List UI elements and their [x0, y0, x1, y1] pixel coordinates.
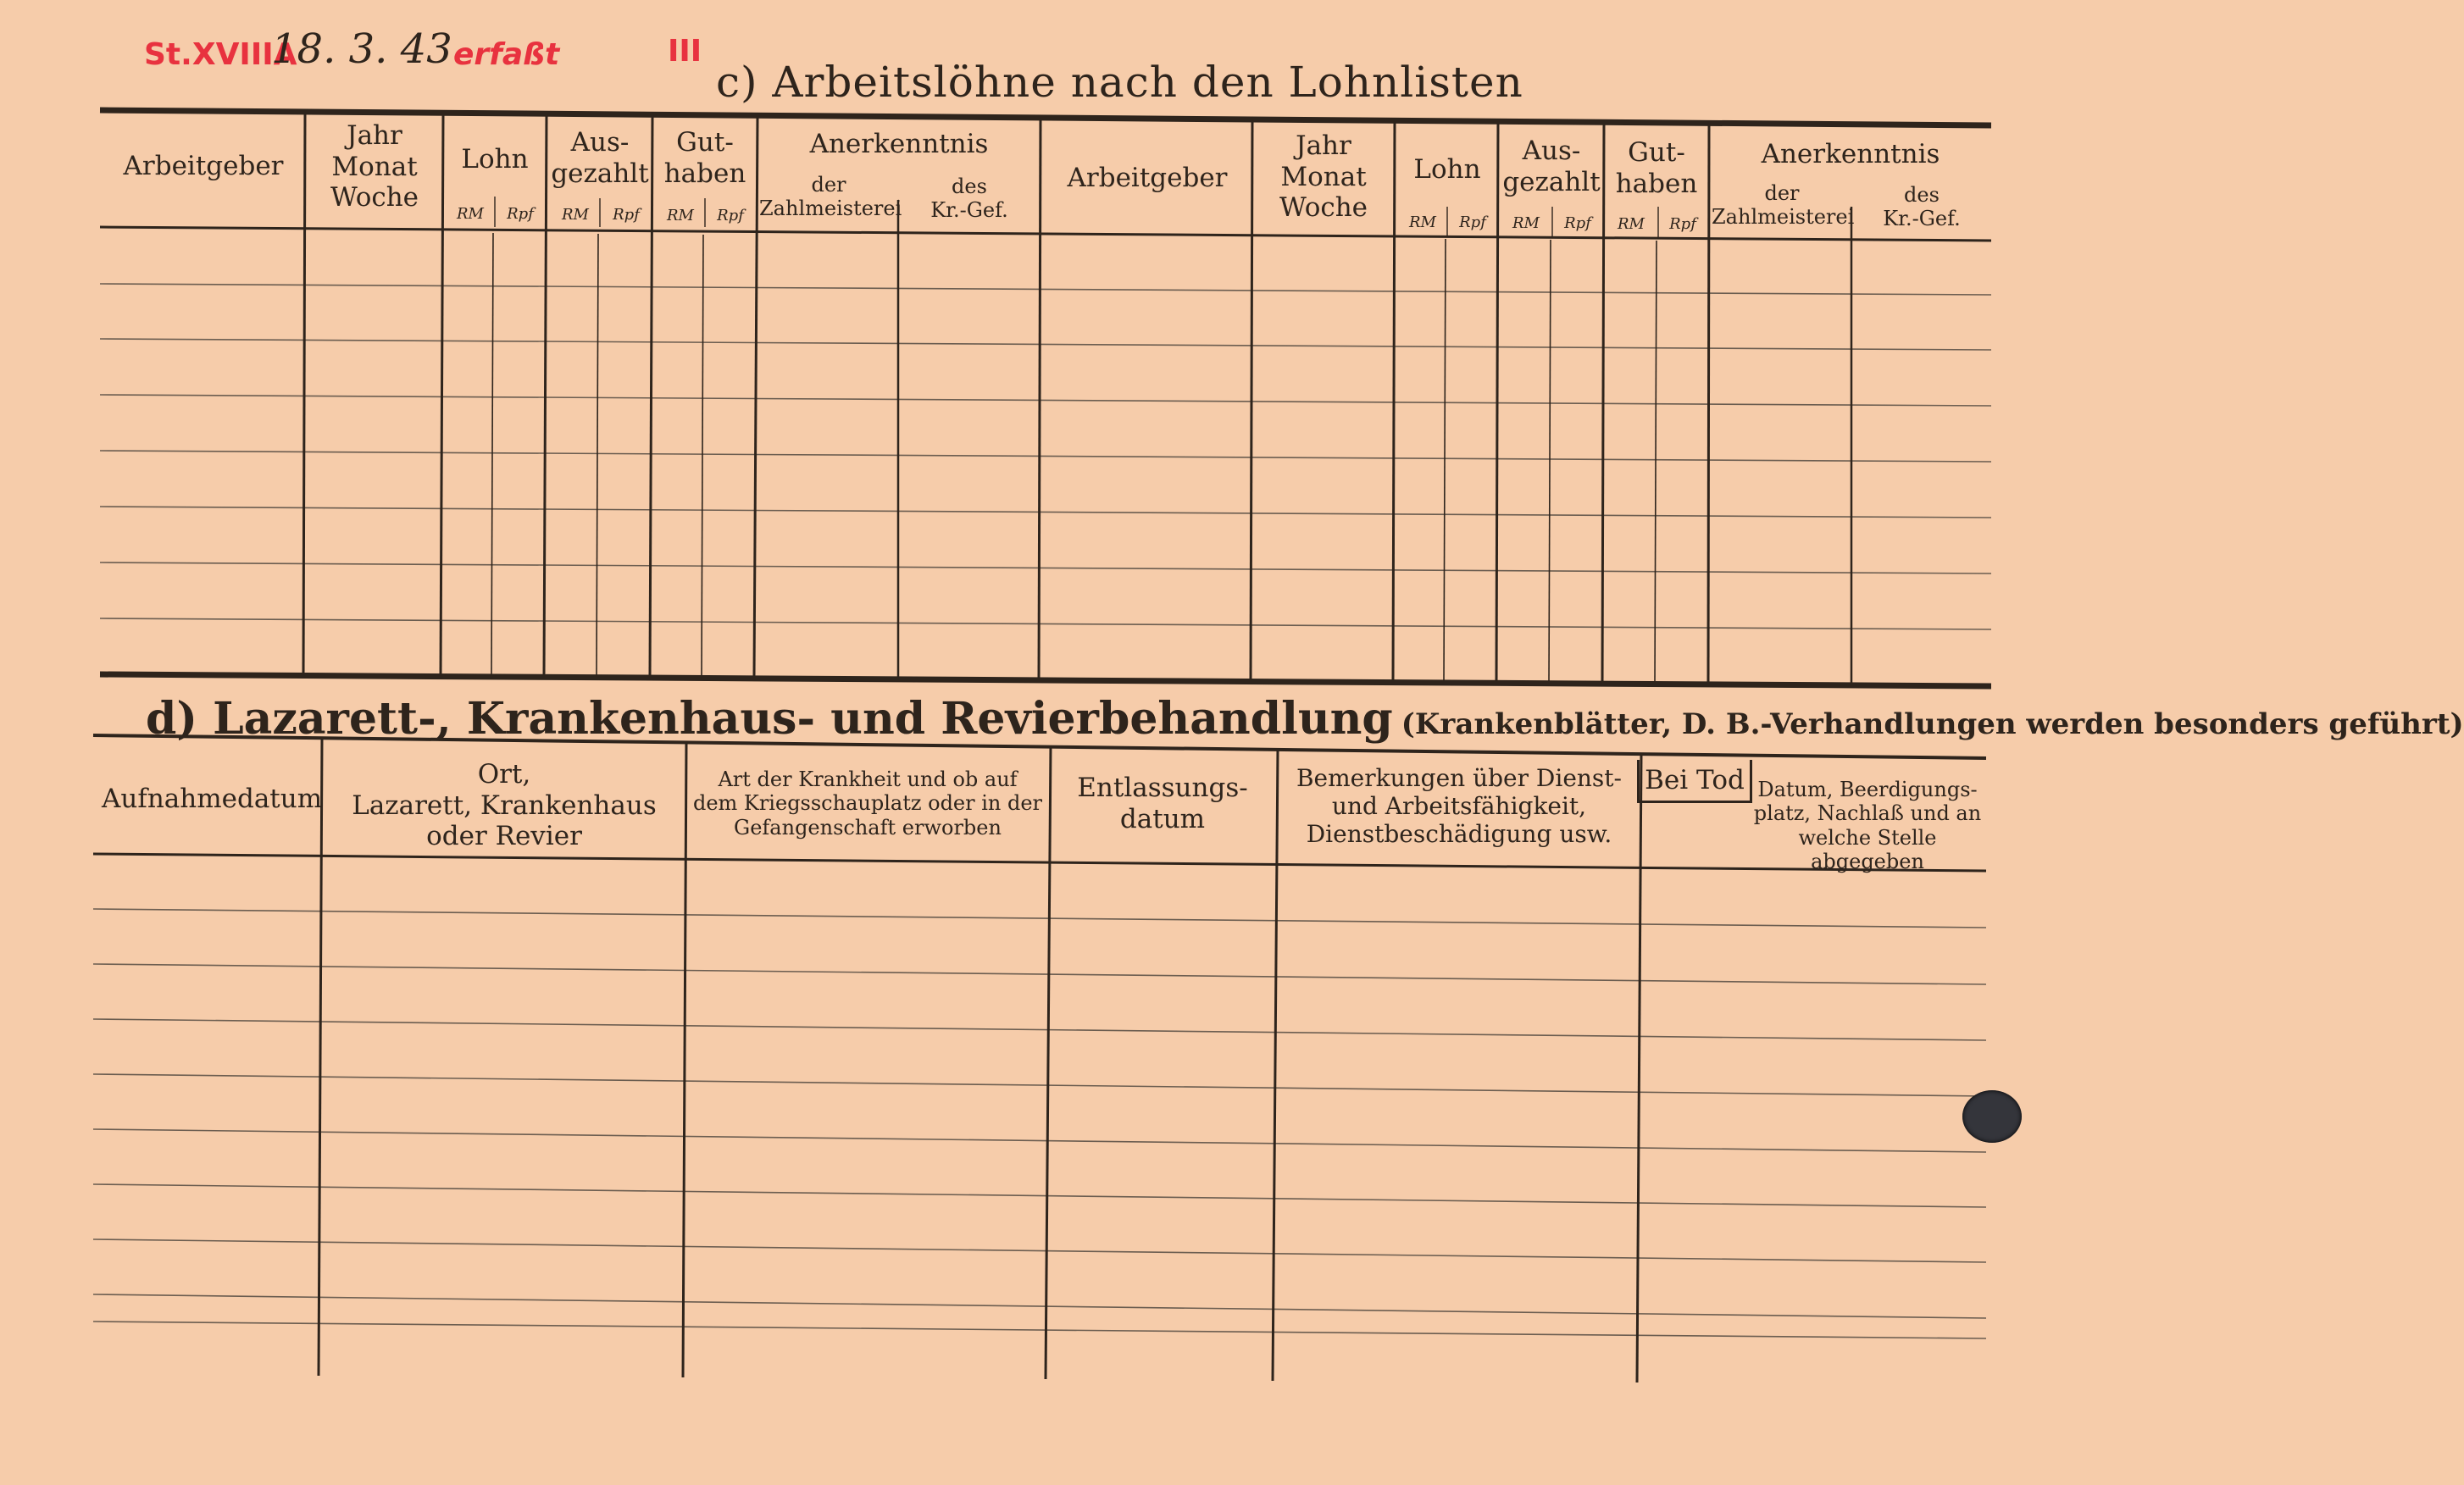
header-rm-3: RM [667, 207, 694, 224]
header-des-text: des [1904, 183, 1940, 207]
header-haben-text: haben [1615, 168, 1698, 199]
section-d-title [146, 693, 2464, 745]
header-rm-6: RM [1618, 215, 1645, 233]
mark-stamp: III [668, 34, 702, 69]
header-aus-text: Aus- [1522, 136, 1581, 166]
header-dat-line2: platz, Nachlaß und an [1753, 801, 1982, 826]
header-jahr-right [1254, 130, 1393, 224]
header-ort [325, 759, 683, 852]
header-woche-text: Woche [1279, 192, 1368, 224]
header-zahlmeisterei-text: Zahlmeisterei [1712, 205, 1855, 230]
header-ort-line1: Ort, [477, 759, 531, 790]
status-stamp: erfaßt [453, 37, 560, 72]
header-ort-line3: oder Revier [426, 821, 582, 852]
header-jahr-text: Jahr [1296, 130, 1351, 161]
section-d-note: (Krankenblätter, D. B.-Verhandlungen werden besonders geführt) [1401, 707, 2464, 741]
header-rpf-4: Rpf [1459, 213, 1486, 231]
handwritten-date: 18. 3. 43 [271, 25, 452, 73]
header-anerkenntnis-left: Anerkenntnis [809, 129, 989, 159]
header-art-line3: Gefangenschaft erworben [734, 815, 1002, 839]
header-rm-2: RM [562, 206, 589, 224]
header-rm-4: RM [1409, 213, 1436, 231]
header-gezahlt-text: gezahlt [1502, 166, 1601, 197]
header-ent-line2: datum [1119, 803, 1206, 834]
header-arbeitgeber-left: Arbeitgeber [123, 151, 284, 181]
header-dat-line1: Datum, Beerdigungs- [1757, 778, 1978, 801]
header-bem-line2: und Arbeitsfähigkeit, [1331, 792, 1587, 821]
header-krgef-left [900, 175, 1039, 223]
header-krgef-right [1854, 183, 1990, 231]
header-rpf-6: Rpf [1669, 215, 1696, 233]
punch-hole [1962, 1090, 2022, 1143]
header-ausgezahlt-right [1500, 136, 1603, 197]
header-art-krankheit [688, 767, 1047, 839]
header-art-line2: dem Kriegsschauplatz oder in der [692, 791, 1043, 816]
header-ent-line1: Entlassungs- [1077, 773, 1248, 803]
header-des-text: des [952, 175, 987, 198]
header-bemerkungen [1279, 764, 1639, 848]
header-der-text: der [811, 173, 846, 197]
header-rpf-1: Rpf [507, 205, 534, 223]
header-rpf-3: Rpf [717, 207, 744, 224]
header-haben-text: haben [663, 158, 746, 189]
header-lohn-left: Lohn [461, 144, 529, 175]
header-jahr-text: Jahr [347, 120, 402, 151]
section-c-header-rule [100, 227, 1991, 241]
header-bei-tod: Bei Tod [1637, 760, 1752, 803]
header-krgef-text: Kr.-Gef. [930, 198, 1008, 223]
header-rpf-2: Rpf [613, 206, 640, 224]
header-rm-1: RM [457, 205, 484, 223]
header-ort-line2: Lazarett, Krankenhaus [352, 790, 657, 821]
header-datum-beerdigung [1749, 778, 1986, 873]
section-d-header-rule [93, 854, 1986, 871]
header-aus-text: Aus- [570, 127, 630, 158]
header-guthaben-right [1605, 137, 1708, 199]
header-guthaben-left [653, 127, 757, 189]
header-zahlmeisterei-right [1712, 181, 1855, 230]
header-aufnahmedatum: Aufnahmedatum [102, 784, 323, 814]
header-woche-text: Woche [330, 182, 419, 213]
camp-stamp: St.XVIIIA [144, 37, 297, 72]
header-gezahlt-text: gezahlt [551, 158, 649, 189]
header-entlassungsdatum [1051, 773, 1274, 834]
section-c-title: c) Arbeitslöhne nach den Lohnlisten [716, 58, 1523, 107]
header-bem-line1: Bemerkungen über Dienst- [1296, 764, 1622, 792]
header-jahr-left [307, 120, 442, 213]
header-gut-text: Gut- [676, 127, 734, 158]
header-zahlmeisterei-left [759, 173, 902, 221]
header-arbeitgeber-right: Arbeitgeber [1067, 163, 1228, 193]
header-ausgezahlt-left [547, 127, 652, 189]
section-d-main-title: d) Lazarett-, Krankenhaus- und Revierbehandlung [146, 693, 1393, 745]
header-rpf-5: Rpf [1564, 214, 1591, 232]
header-krgef-text: Kr.-Gef. [1883, 207, 1961, 231]
header-anerkenntnis-right: Anerkenntnis [1761, 139, 1940, 169]
header-der-text: der [1764, 181, 1800, 205]
header-art-line1: Art der Krankheit und ob auf [718, 767, 1018, 791]
header-zahlmeisterei-text: Zahlmeisterei [759, 197, 902, 221]
header-monat-text: Monat [331, 151, 418, 182]
header-lohn-right: Lohn [1413, 154, 1481, 185]
header-rm-5: RM [1512, 214, 1540, 232]
header-dat-line3: welche Stelle abgegeben [1798, 825, 1937, 873]
header-bem-line3: Dienstbeschädigung usw. [1306, 820, 1612, 849]
header-monat-text: Monat [1280, 161, 1367, 192]
header-gut-text: Gut- [1628, 137, 1685, 168]
